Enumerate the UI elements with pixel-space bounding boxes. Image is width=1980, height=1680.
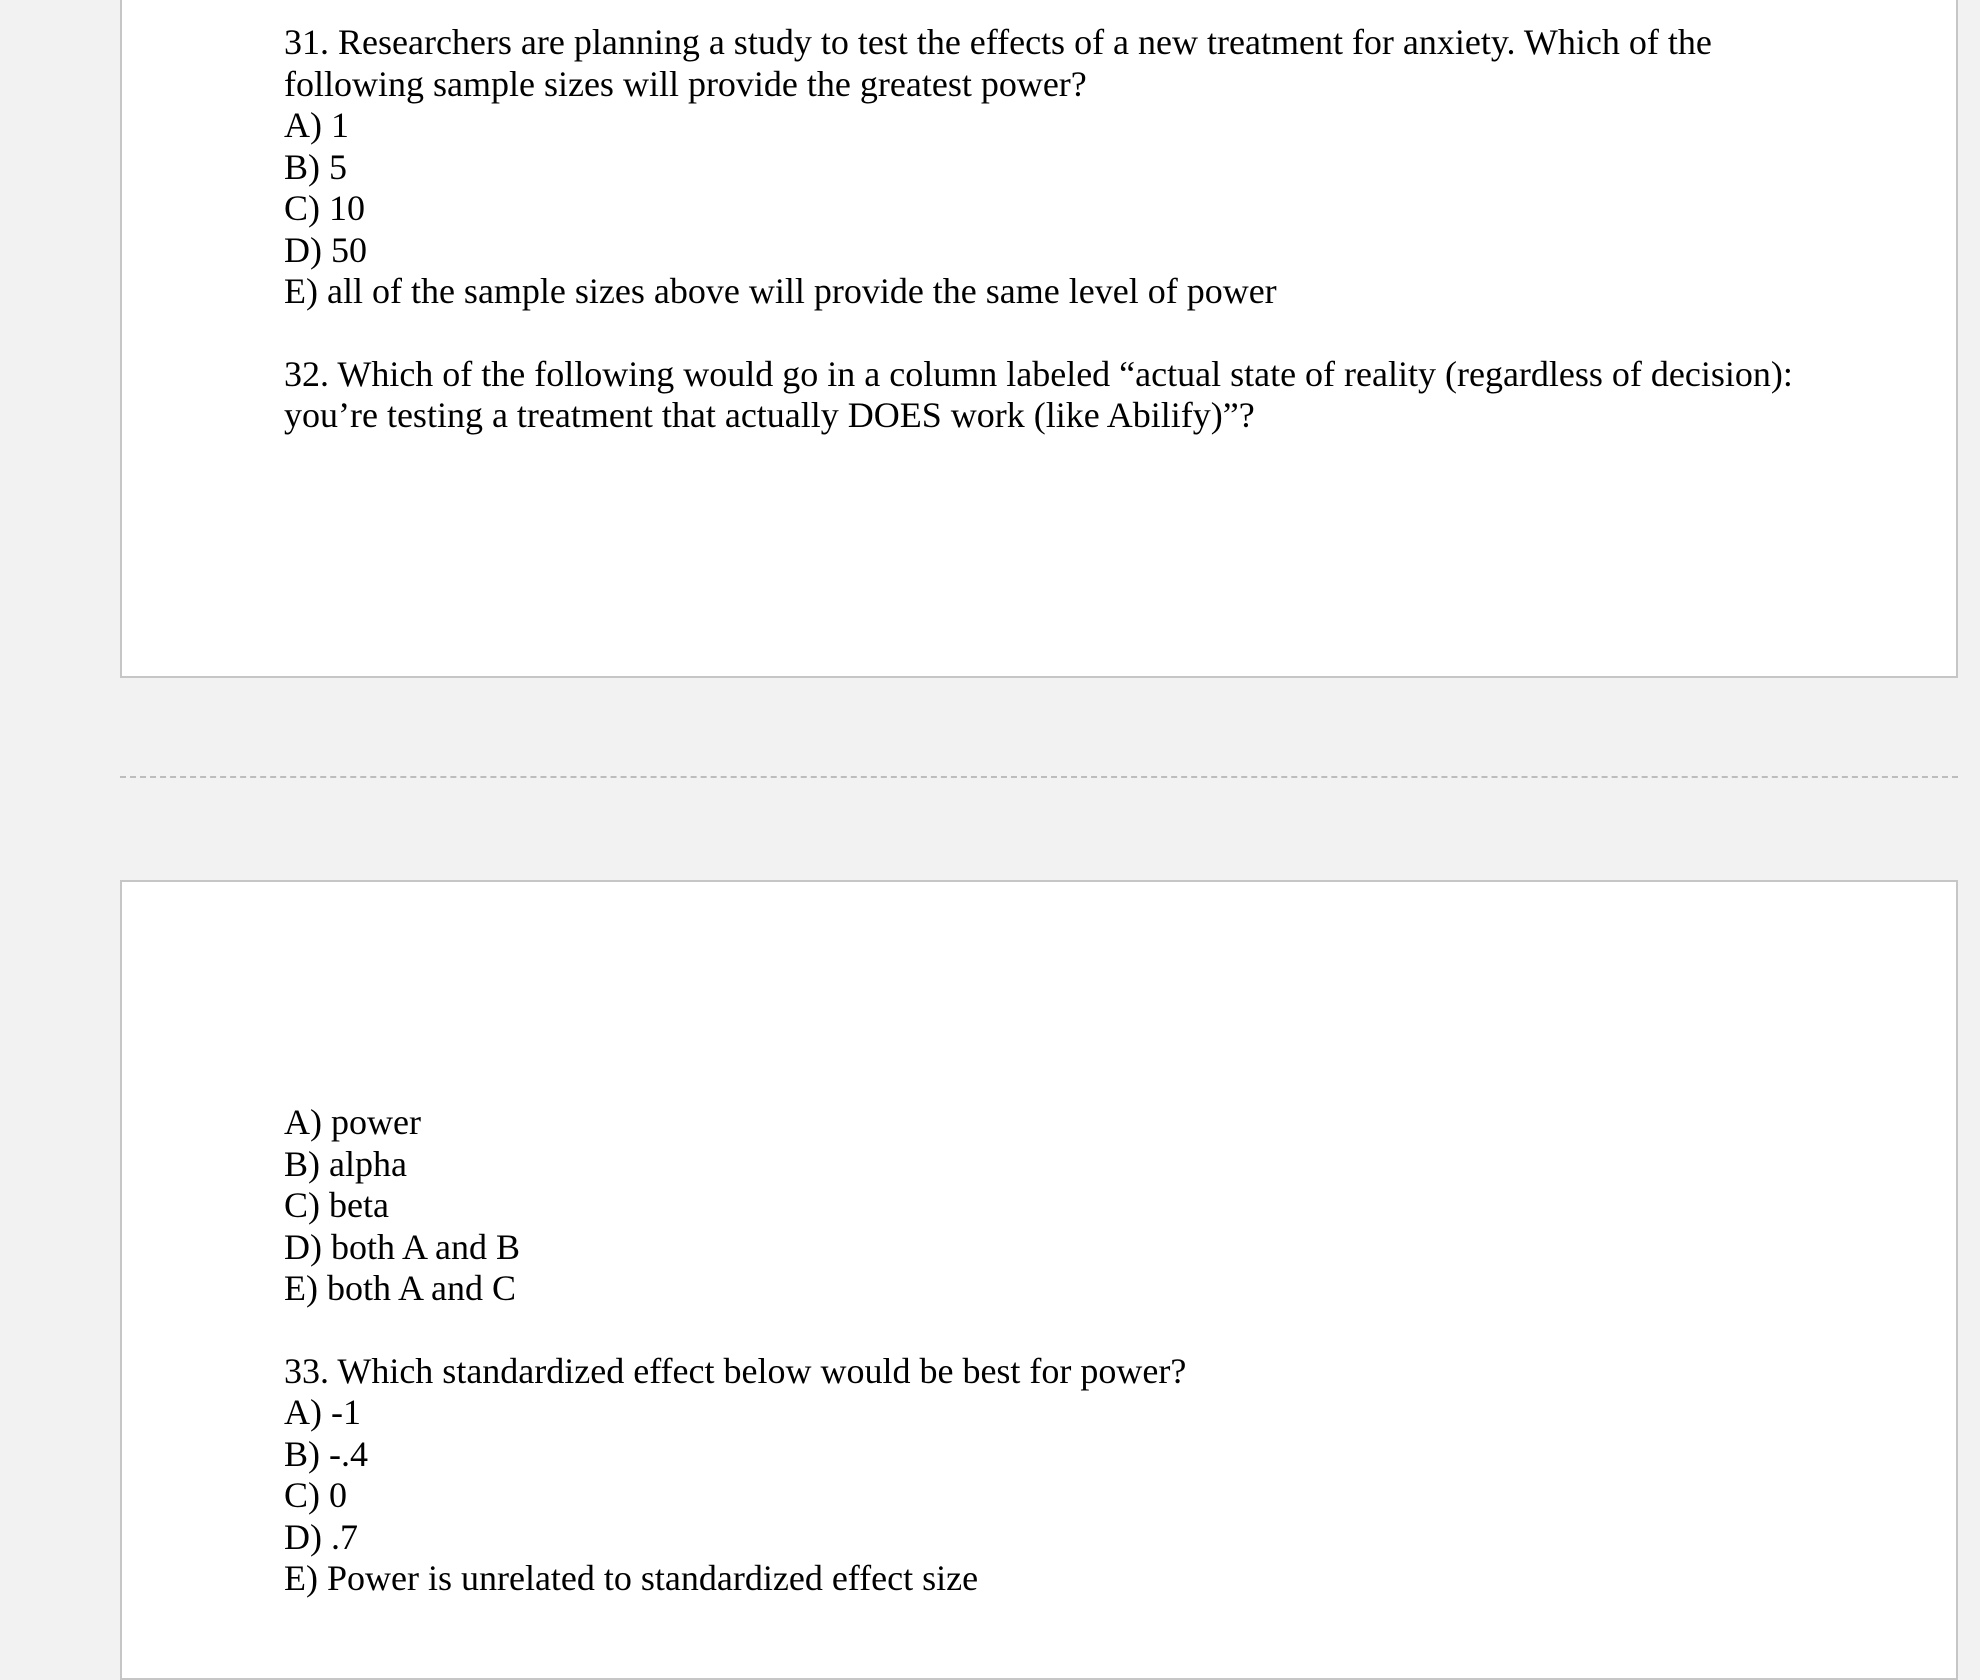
question-33-text: 33. Which standardized effect below would be best for power? <box>284 1350 1187 1391</box>
page-2-content <box>284 1102 1796 1600</box>
question-32-option-d: D) both A and B <box>284 1226 521 1267</box>
question-31-option-b: B) 5 <box>284 146 347 187</box>
question-33 <box>284 1351 1796 1600</box>
question-32-option-c: C) beta <box>284 1185 389 1225</box>
question-32-option-a: A) power <box>284 1102 421 1142</box>
question-32-option-e: E) both A and C <box>284 1268 516 1308</box>
document-page-1 <box>120 0 1958 678</box>
question-33-option-c: C) 0 <box>284 1475 347 1515</box>
question-31-text: 31. Researchers are planning a study to test the effects of a new treatment for anxiety. Which of the following sample sizes will provide the greatest power? <box>284 22 1712 104</box>
question-32 <box>284 354 1796 437</box>
question-32-option-b: B) alpha <box>284 1143 407 1184</box>
question-31 <box>284 22 1796 313</box>
question-31-option-c: C) 10 <box>284 188 365 228</box>
question-31-option-d: D) 50 <box>284 229 367 270</box>
question-32-text: 32. Which of the following would go in a column labeled “actual state of reality (regardless of decision): you’re testing a treatment that actually DOES work (like Abilify)”? <box>284 353 1793 435</box>
question-31-option-a: A) 1 <box>284 105 349 145</box>
question-33-option-a: A) -1 <box>284 1392 361 1432</box>
question-33-option-d: D) .7 <box>284 1516 358 1557</box>
question-33-option-b: B) -.4 <box>284 1433 368 1474</box>
page-1-content <box>284 22 1796 437</box>
paragraph-spacer <box>284 313 1796 354</box>
question-33-option-e: E) Power is unrelated to standardized effect size <box>284 1558 979 1598</box>
paragraph-spacer <box>284 1310 1796 1351</box>
question-32-options <box>284 1102 1796 1310</box>
question-31-option-e: E) all of the sample sizes above will provide the same level of power <box>284 271 1277 311</box>
document-page-2 <box>120 880 1958 1680</box>
page-break-divider <box>120 776 1958 778</box>
